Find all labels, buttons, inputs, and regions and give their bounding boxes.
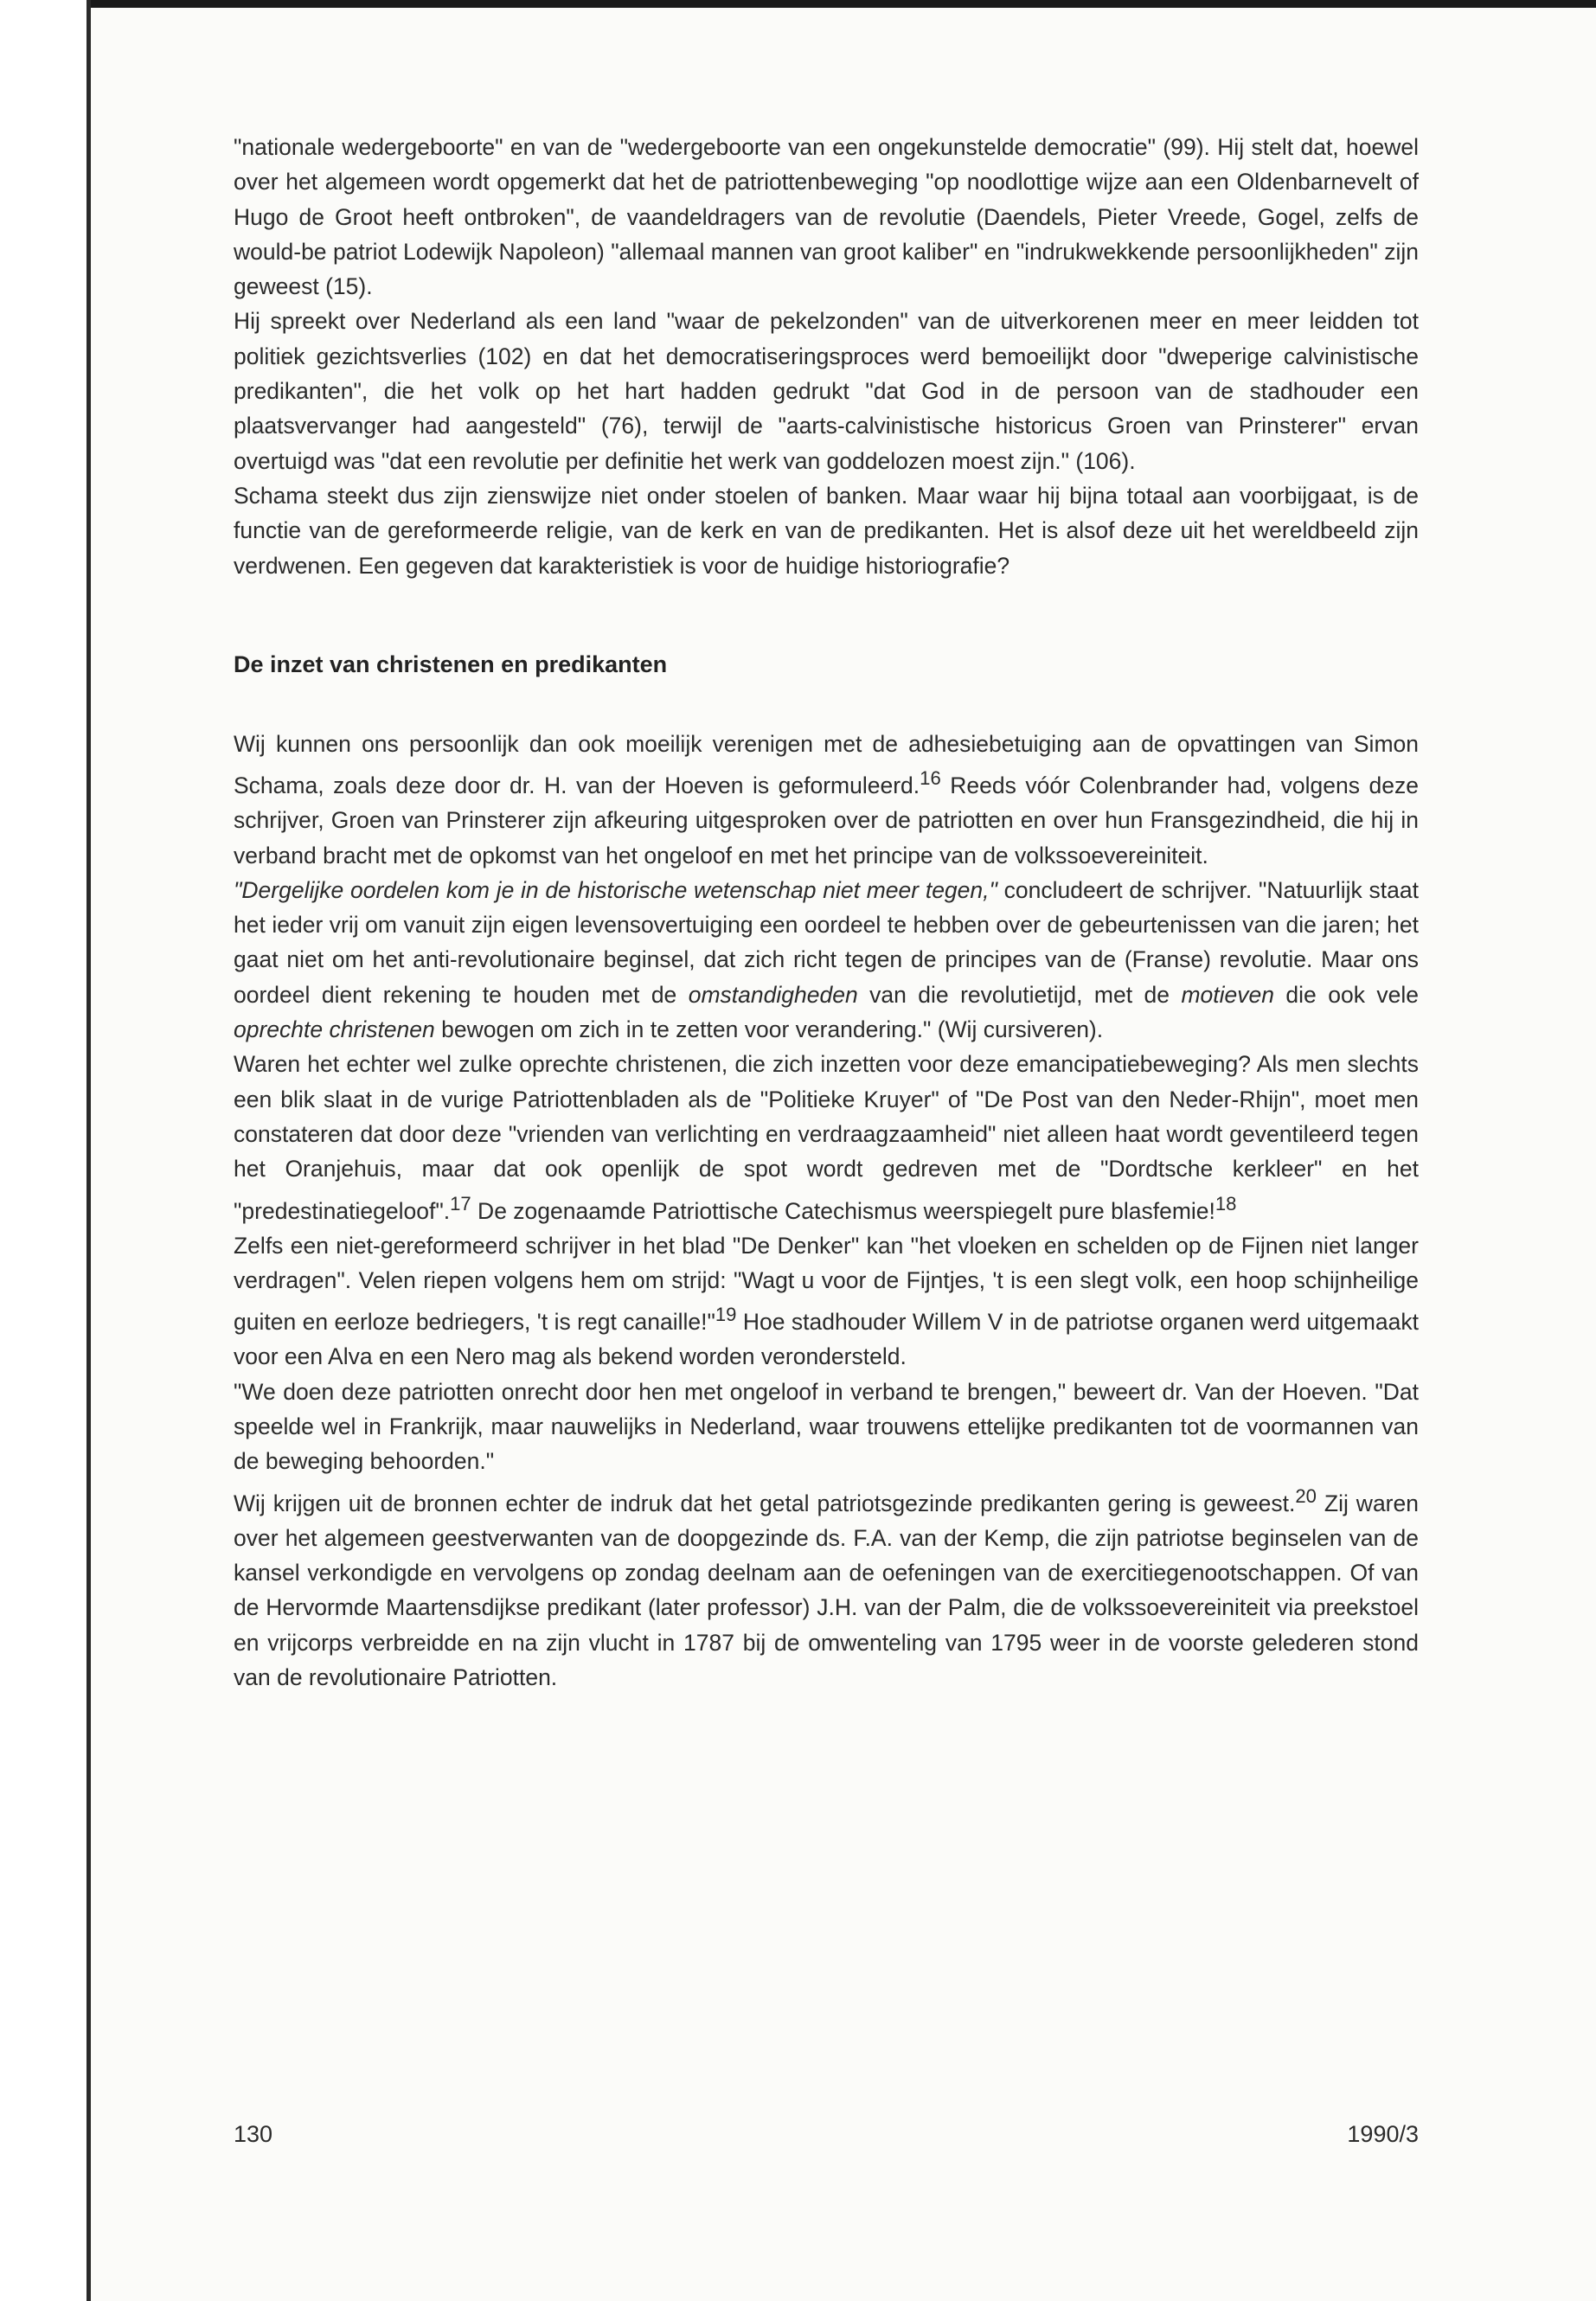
- paragraph-text: Reeds vóór Colenbrander had, volgens deze schrijver, Groen van Prinsterer zijn afkeuring uitgesproken over de patriotten en over hun Fransgezindheid, die hij in verband bracht met de opkomst van het ongeloof en met het principe van de volkssoevereiniteit.: [234, 772, 1419, 868]
- paragraph: [234, 1047, 1419, 1227]
- paragraph-text: Waren het echter wel zulke oprechte christenen, die zich inzetten voor deze emancipatiebeweging? Als men slechts een blik slaat in de vurige Patriottenbladen als de "Politieke Kruyer" of "De Post van den Neder-Rhijn", moet men constateren dat door deze "vrienden van verlichting en verdraagzaamheid" niet alleen haat wordt geventileerd tegen het Oranjehuis, maar dat ook openlijk de spot wordt gedreven met de "Dordtsche kerkleer" en het "predestinatiegeloof".: [234, 1051, 1419, 1224]
- italic-emphasis: omstandigheden: [688, 981, 858, 1008]
- paragraph-text: De zogenaamde Patriottische Catechismus weerspiegelt pure blasfemie!: [471, 1197, 1215, 1224]
- scan-border-top: [87, 0, 1596, 8]
- paragraph: "nationale wedergeboorte" en van de "wedergeboorte van een ongekunstelde democratie" (99). Hij stelt dat, hoewel over het algemeen wordt opgemerkt dat het de patriottenbeweging "op noodlottige wijze aan een Oldenbarnevelt of Hugo de Groot heeft ontbroken", de vaandeldragers van de revolutie (Daendels, Pieter Vreede, Gogel, zelfs de would-be patriot Lodewijk Napoleon) "allemaal mannen van groot kaliber" en "indrukwekkende persoonlijkheden" zijn geweest (15).: [234, 134, 1419, 300]
- footnote-ref: 16: [920, 767, 941, 790]
- italic-emphasis: motieven: [1181, 981, 1274, 1008]
- body-text: [234, 130, 1419, 1695]
- paragraph-text: concludeert de schrijver. "Natuurlijk staat het ieder vrij om vanuit zijn eigen levensovertuiging een oordeel te hebben over de gebeurtenissen van die jaren; het gaat niet om het anti-revolutionaire beginsel, dat zich richt tegen de principes van de (Franse) revolutie. Maar ons oordeel dient rekening te houden met de: [234, 876, 1419, 1008]
- issue-number: 1990/3: [1347, 2121, 1419, 2147]
- paragraph-text: Zij waren over het algemeen geestverwanten van de doopgezinde ds. F.A. van der Kemp, die zijn patriotse beginselen van de kansel verkondigde en vervolgens op zondag deelnam aan de oefeningen van de exercitiegenootschappen. Of van de Hervormde Maartensdijkse predikant (later professor) J.H. van der Palm, die de volkssoevereiniteit via preekstoel en vrijcorps verbreidde en na zijn vlucht in 1787 bij de omwenteling van 1795 weer in de voorste gelederen stond van de revolutionaire Patriotten.: [234, 1490, 1419, 1690]
- footnote-ref: 17: [450, 1192, 471, 1215]
- footnote-ref: 19: [715, 1304, 737, 1326]
- section-heading: De inzet van christenen en predikanten: [234, 651, 668, 677]
- paragraph-text: Hoe stadhouder Willem V in de patriotse organen werd uitgemaakt voor een Alva en een Nero mag als bekend worden verondersteld.: [234, 1309, 1419, 1370]
- paragraph: "We doen deze patriotten onrecht door hen met ongeloof in verband te brengen," beweert dr. Van der Hoeven. "Dat speelde wel in Frankrijk, maar nauwelijks in Nederland, waar trouwens ettelijke predikanten tot de voormannen van de beweging behoorden.": [234, 1378, 1419, 1475]
- paragraph-text: Wij krijgen uit de bronnen echter de indruk dat het getal patriotsgezinde predikanten gering is geweest.: [234, 1490, 1296, 1516]
- paragraph-text: bewogen om zich in te zetten voor verandering." (Wij cursiveren).: [434, 1016, 1104, 1043]
- footnote-ref: 20: [1295, 1484, 1317, 1507]
- paragraph-text: Wij kunnen ons persoonlijk dan ook moeilijk verenigen met de adhesiebetuiging aan de opvattingen van Simon Schama, zoals deze door dr. H. van der Hoeven is geformuleerd.: [234, 730, 1419, 798]
- paragraph: [234, 873, 1419, 1047]
- italic-emphasis: oprechte christenen: [234, 1016, 435, 1043]
- paragraph: Schama steekt dus zijn zienswijze niet onder stoelen of banken. Maar waar hij bijna totaal aan voorbijgaat, is de functie van de gereformeerde religie, van de kerk en van de predikanten. Het is alsof deze uit het wereldbeeld zijn verdwenen. Een gegeven dat karakteristiek is voor de huidige historiografie?: [234, 482, 1419, 579]
- footnote-ref: 18: [1215, 1192, 1237, 1215]
- italic-quote: "Dergelijke oordelen kom je in de historische wetenschap niet meer tegen,": [234, 876, 997, 903]
- paragraph-text: Zelfs een niet-gereformeerd schrijver in het blad "De Denker" kan "het vloeken en schelden op de Fijnen niet langer verdragen". Velen riepen volgens hem om strijd: "Wagt u voor de Fijntjes, 't is een slegt volk, een hoop schijnheilige guiten en eerloze bedriegers, 't is regt canaille!": [234, 1232, 1419, 1336]
- paragraph-text: die ook vele: [1273, 981, 1419, 1008]
- paragraph: Hij spreekt over Nederland als een land "waar de pekelzonden" van de uitverkorenen meer en meer leidden tot politiek gezichtsverlies (102) en dat het democratiseringsproces werd bemoeilijkt door "dweperige calvinistische predikanten", die het volk op het hart hadden gedrukt "dat God in de persoon van de stadhouder een plaatsvervanger had aangesteld" (76), terwijl de "aarts-calvinistische historicus Groen van Prinsterer" ervan overtuigd was "dat een revolutie per definitie het werk van goddelozen moest zijn." (106).: [234, 308, 1419, 474]
- paragraph: [234, 1479, 1419, 1695]
- paragraph: [234, 1228, 1419, 1375]
- page-number: 130: [234, 2121, 273, 2147]
- paragraph: [234, 727, 1419, 873]
- paragraph-text: van die revolutietijd, met de: [857, 981, 1182, 1008]
